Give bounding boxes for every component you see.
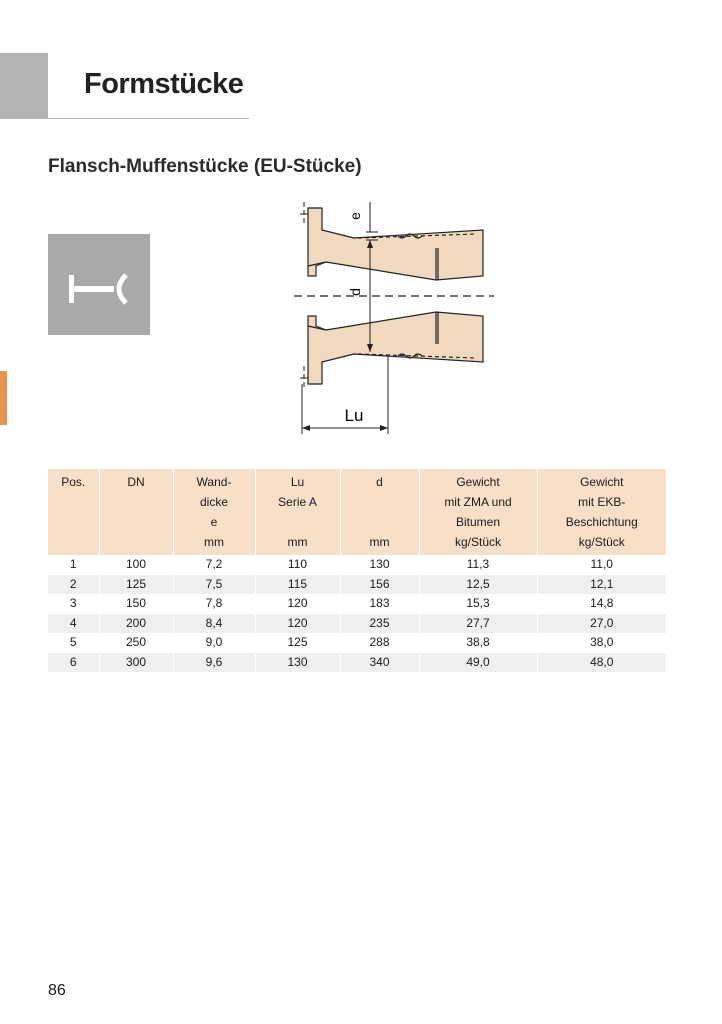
table-row bbox=[48, 575, 666, 595]
column-header-wall-thickness: Wand- dicke e mm bbox=[173, 469, 255, 555]
table-row bbox=[48, 653, 666, 673]
table-cell: 125 bbox=[255, 633, 340, 653]
table-cell: 7,2 bbox=[173, 555, 255, 575]
table-cell: 183 bbox=[340, 594, 419, 614]
table-cell: 100 bbox=[99, 555, 173, 575]
technical-drawing bbox=[288, 196, 498, 438]
table-cell: 12,1 bbox=[537, 575, 666, 595]
table-cell: 7,5 bbox=[173, 575, 255, 595]
table-cell: 235 bbox=[340, 614, 419, 634]
table-cell: 49,0 bbox=[419, 653, 537, 673]
header-accent-box bbox=[0, 53, 48, 119]
column-header-d: d mm bbox=[340, 469, 419, 555]
table-cell: 4 bbox=[48, 614, 99, 634]
table-row bbox=[48, 633, 666, 653]
table-cell: 300 bbox=[99, 653, 173, 673]
table-row bbox=[48, 614, 666, 634]
page-title: Formstücke bbox=[84, 68, 244, 100]
table-cell: 38,0 bbox=[537, 633, 666, 653]
header-divider bbox=[48, 118, 249, 119]
dimensions-table bbox=[48, 469, 666, 672]
table-cell: 120 bbox=[255, 614, 340, 634]
table-cell: 1 bbox=[69, 557, 77, 571]
section-title: Flansch-Muffenstücke (EU-Stücke) bbox=[48, 156, 362, 177]
table-cell: 9,6 bbox=[173, 653, 255, 673]
drawing-bottom-half bbox=[308, 312, 483, 384]
table-cell: 8,4 bbox=[173, 614, 255, 634]
column-header-lu: Lu Serie A mm bbox=[255, 469, 340, 555]
table-cell: 125 bbox=[99, 575, 173, 595]
table-cell: 2 bbox=[48, 575, 99, 595]
table-cell: 250 bbox=[99, 633, 173, 653]
table-row bbox=[48, 555, 666, 575]
table-cell: 130 bbox=[255, 653, 340, 673]
table-cell: 12,5 bbox=[419, 575, 537, 595]
fitting-symbol-tile bbox=[48, 234, 150, 335]
table-cell: 48,0 bbox=[537, 653, 666, 673]
table-cell: 156 bbox=[340, 575, 419, 595]
table-cell: 7,8 bbox=[173, 594, 255, 614]
dimension-e-label: e bbox=[347, 212, 363, 220]
table-cell: 38,8 bbox=[419, 633, 537, 653]
table-cell: 9,0 bbox=[173, 633, 255, 653]
table-cell: 130 bbox=[340, 555, 419, 575]
column-header-weight-zma: Gewicht mit ZMA und Bitumen kg/Stück bbox=[419, 469, 537, 555]
column-header-weight-ekb: Gewicht mit EKB- Beschichtung kg/Stück bbox=[537, 469, 666, 555]
drawing-top-half bbox=[308, 208, 483, 280]
table-cell: 27,7 bbox=[419, 614, 537, 634]
table-cell: 14,8 bbox=[537, 594, 666, 614]
table-row bbox=[48, 594, 666, 614]
table-cell: 5 bbox=[69, 635, 77, 649]
table-cell: 3 bbox=[69, 596, 77, 610]
chapter-tab-marker bbox=[0, 371, 7, 425]
dimension-d-label: d bbox=[347, 288, 363, 296]
page-number: 86 bbox=[48, 982, 66, 999]
table-cell: 115 bbox=[255, 575, 340, 595]
table-cell: 200 bbox=[99, 614, 173, 634]
table-cell: 110 bbox=[255, 555, 340, 575]
table-cell: 27,0 bbox=[537, 614, 666, 634]
table-cell: 340 bbox=[340, 653, 419, 673]
column-header-dn: DN bbox=[99, 469, 173, 555]
table-cell: 120 bbox=[255, 594, 340, 614]
table-cell: 11,3 bbox=[419, 555, 537, 575]
table-cell: 15,3 bbox=[419, 594, 537, 614]
table-cell: 288 bbox=[340, 633, 419, 653]
table-cell: 6 bbox=[48, 653, 99, 673]
column-header-pos: Pos. bbox=[48, 469, 99, 555]
table-cell: 11,0 bbox=[537, 555, 666, 575]
flange-socket-symbol-icon bbox=[48, 234, 150, 335]
dimension-lu-label: Lu bbox=[344, 406, 364, 425]
table-header-row bbox=[48, 469, 666, 555]
table-cell: 150 bbox=[99, 594, 173, 614]
